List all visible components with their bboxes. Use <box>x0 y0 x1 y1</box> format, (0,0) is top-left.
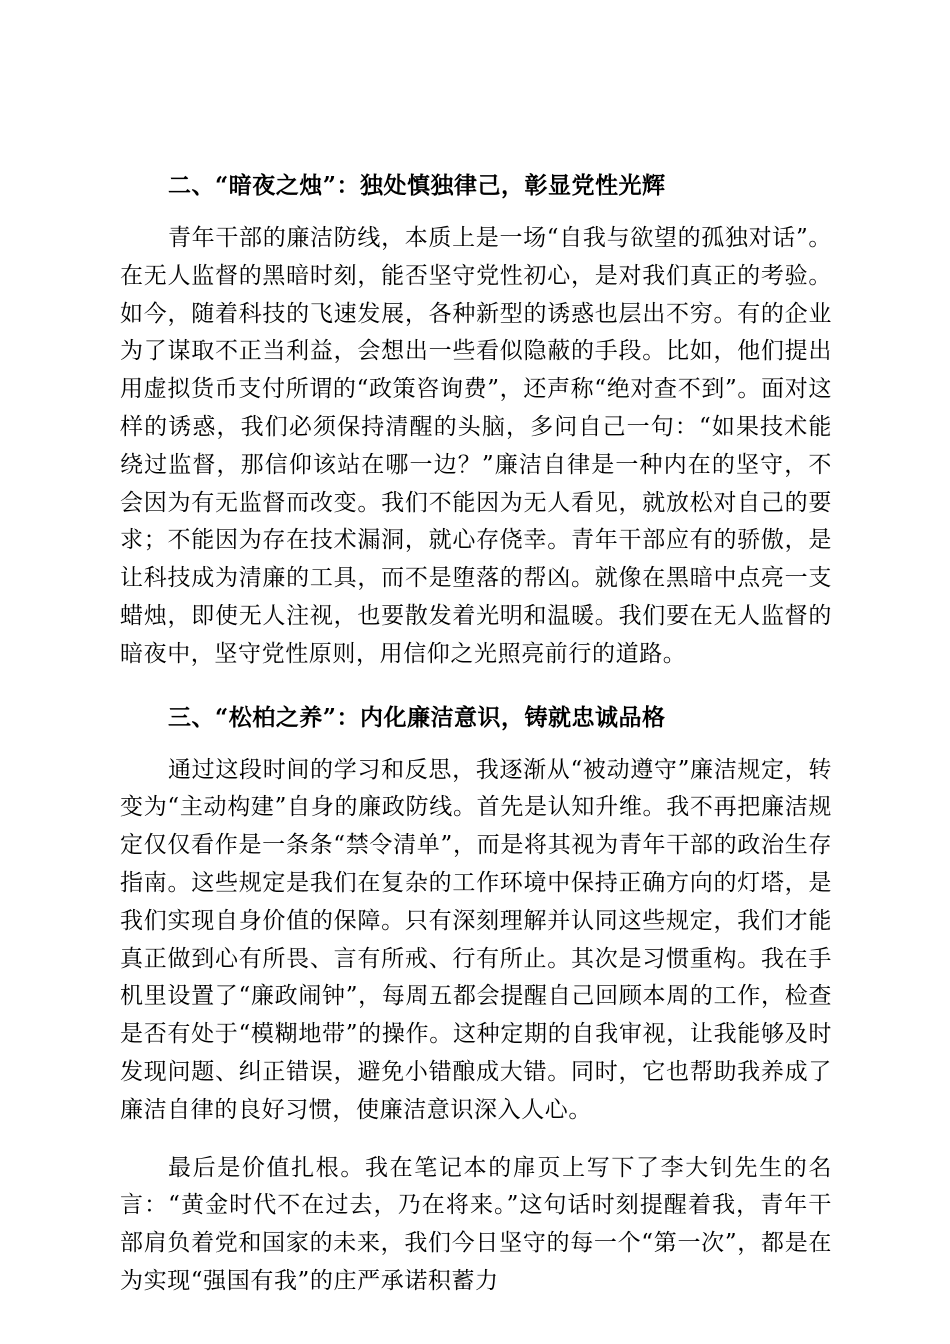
spacer <box>120 210 832 220</box>
section-heading-3: 三、“松柏之养”：内化廉洁意识，铸就忠诚品格 <box>168 703 666 731</box>
section-3-paragraph-1: 通过这段时间的学习和反思，我逐渐从“被动遵守”廉洁规定，转变为“主动构建”自身的廉政防线。首先是认知升维。我不再把廉洁规定仅仅看作是一条条“禁令清单”，而是将其视为青年干部的政治生存指南。这些规定是我们在复杂的工作环境中保持正确方向的灯塔，是我们实现自身价值的保障。只有深刻理解并认同这些规定，我们才能真正做到心有所畏、言有所戒、行有所止。其次是习惯重构。我在手机里设置了“廉政闹钟”，每周五都会提醒自己回顾本周的工作，检查是否有处于“模糊地带”的操作。这种定期的自我审视，让我能够及时发现问题、纠正错误，避免小错酿成大错。同时，它也帮助我养成了廉洁自律的良好习惯，使廉洁意识深入人心。 <box>120 756 832 1123</box>
section-heading-2: 二、“暗夜之烛”：独处慎独律己，彰显党性光辉 <box>168 172 666 199</box>
section-2-paragraph-1: 青年干部的廉洁防线，本质上是一场“自我与欲望的孤独对话”。在无人监督的黑暗时刻，能否坚守党性初心，是对我们真正的考验。如今，随着科技的飞速发展，各种新型的诱惑也层出不穷。有的企业为了谋取不正当利益，会想出一些看似隐蔽的手段。比如，他们提出用虚拟货币支付所谓的“政策咨询费”，还声称“绝对查不到”。面对这样的诱惑，我们必须保持清醒的头脑，多问自己一句：“如果技术能绕过监督，那信仰该站在哪一边？”廉洁自律是一种内在的坚守，不会因为有无监督而改变。我们不能因为无人看见，就放松对自己的要求；不能因为存在技术漏洞，就心存侥幸。青年干部应有的骄傲，是让科技成为清廉的工具，而不是堕落的帮凶。就像在黑暗中点亮一支蜡烛，即使无人注视，也要散发着光明和温暖。我们要在无人监督的暗夜中，坚守党性原则，用信仰之光照亮前行的道路。 <box>120 225 832 667</box>
document-body <box>120 162 832 1301</box>
spacer <box>120 674 832 694</box>
section-3-paragraph-2: 最后是价值扎根。我在笔记本的扉页上写下了李大钊先生的名言：“黄金时代不在过去，乃在将来。”这句话时刻提醒着我，青年干部肩负着党和国家的未来，我们今日坚守的每一个“第一次”，都是在为实现“强国有我”的庄严承诺积蓄力 <box>120 1154 832 1294</box>
spacer <box>120 1130 832 1150</box>
spacer <box>120 742 832 752</box>
